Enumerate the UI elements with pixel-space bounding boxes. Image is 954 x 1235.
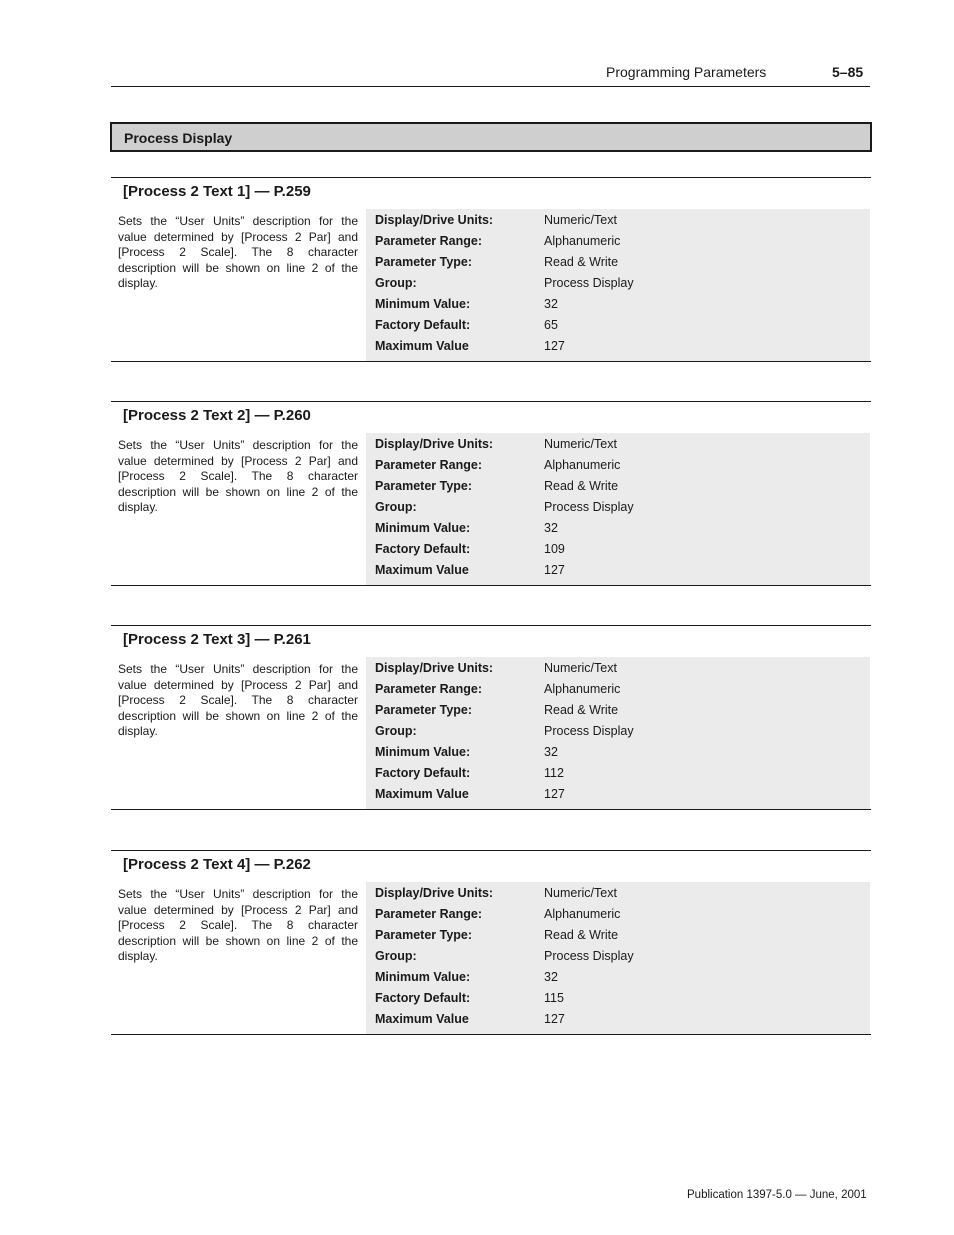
spec-label: Minimum Value:: [375, 745, 471, 759]
parameter-title: [Process 2 Text 1] — P.259: [123, 183, 311, 200]
spec-value: Read & Write: [544, 255, 619, 269]
spec-value: Numeric/Text: [544, 437, 617, 451]
parameter-block: [111, 177, 871, 363]
parameter-specs: [366, 657, 870, 809]
spec-value: Read & Write: [544, 703, 619, 717]
parameter-top-rule: [111, 850, 871, 851]
spec-value: Read & Write: [544, 479, 619, 493]
spec-value: 65: [544, 318, 558, 332]
parameter-top-rule: [111, 401, 871, 402]
parameter-description: Sets the “User Units” description for the value determined by [Process 2 Par] and [Process 2 Scale]. The 8 character description will be shown on line 2 of the display.: [118, 887, 358, 964]
spec-label: Minimum Value:: [375, 521, 471, 535]
spec-label: Parameter Type:: [375, 479, 473, 493]
spec-value: 112: [544, 766, 564, 780]
parameter-block: [111, 401, 871, 587]
parameter-block: [111, 850, 871, 1036]
spec-label: Factory Default:: [375, 318, 471, 332]
spec-label: Parameter Range:: [375, 234, 482, 248]
spec-value: 32: [544, 745, 558, 759]
spec-value: 127: [544, 339, 565, 353]
spec-label: Display/Drive Units:: [375, 213, 494, 227]
page-number: 5–85: [832, 64, 864, 80]
spec-label: Minimum Value:: [375, 970, 471, 984]
parameter-bottom-rule: [111, 809, 871, 810]
spec-value: Process Display: [544, 949, 634, 963]
spec-label: Factory Default:: [375, 991, 471, 1005]
spec-value: Alphanumeric: [544, 682, 621, 696]
parameter-bottom-rule: [111, 361, 871, 362]
spec-label: Group:: [375, 724, 417, 738]
spec-value: Read & Write: [544, 928, 619, 942]
spec-label: Maximum Value: [375, 787, 469, 801]
parameter-description: Sets the “User Units” description for the value determined by [Process 2 Par] and [Process 2 Scale]. The 8 character description will be shown on line 2 of the display.: [118, 438, 358, 515]
spec-value: 127: [544, 1012, 565, 1026]
parameter-bottom-rule: [111, 585, 871, 586]
spec-label: Factory Default:: [375, 542, 471, 556]
spec-value: Numeric/Text: [544, 886, 617, 900]
spec-label: Parameter Type:: [375, 255, 473, 269]
spec-value: Process Display: [544, 500, 634, 514]
spec-label: Display/Drive Units:: [375, 437, 494, 451]
parameter-block: [111, 625, 871, 811]
section-title: Process Display: [124, 130, 233, 146]
parameter-description: Sets the “User Units” description for the value determined by [Process 2 Par] and [Process 2 Scale]. The 8 character description will be shown on line 2 of the display.: [118, 662, 358, 739]
parameter-specs: [366, 433, 870, 585]
spec-label: Parameter Type:: [375, 703, 473, 717]
parameter-title: [Process 2 Text 2] — P.260: [123, 407, 311, 424]
section-bar: [110, 122, 872, 152]
spec-value: 127: [544, 787, 565, 801]
parameter-description: Sets the “User Units” description for the value determined by [Process 2 Par] and [Process 2 Scale]. The 8 character description will be shown on line 2 of the display.: [118, 214, 358, 291]
parameter-specs: [366, 882, 870, 1034]
parameter-title: [Process 2 Text 4] — P.262: [123, 856, 311, 873]
spec-label: Group:: [375, 276, 417, 290]
spec-label: Display/Drive Units:: [375, 886, 494, 900]
publication-footer: Publication 1397-5.0 — June, 2001: [687, 1189, 867, 1201]
spec-value: Process Display: [544, 724, 634, 738]
header-rule: [111, 86, 870, 87]
spec-value: Alphanumeric: [544, 234, 621, 248]
spec-value: Numeric/Text: [544, 213, 617, 227]
spec-label: Maximum Value: [375, 563, 469, 577]
spec-value: Alphanumeric: [544, 907, 621, 921]
parameter-bottom-rule: [111, 1034, 871, 1035]
header-title: Programming Parameters: [606, 64, 767, 80]
spec-value: 115: [544, 991, 564, 1005]
spec-value: 32: [544, 297, 558, 311]
spec-label: Parameter Range:: [375, 907, 482, 921]
spec-label: Maximum Value: [375, 1012, 469, 1026]
spec-value: 32: [544, 521, 558, 535]
parameter-top-rule: [111, 625, 871, 626]
spec-label: Parameter Range:: [375, 682, 482, 696]
parameter-title: [Process 2 Text 3] — P.261: [123, 631, 311, 648]
spec-label: Group:: [375, 500, 417, 514]
spec-label: Minimum Value:: [375, 297, 471, 311]
spec-value: 127: [544, 563, 565, 577]
spec-label: Maximum Value: [375, 339, 469, 353]
spec-value: Alphanumeric: [544, 458, 621, 472]
spec-label: Parameter Range:: [375, 458, 482, 472]
spec-value: Numeric/Text: [544, 661, 617, 675]
spec-label: Display/Drive Units:: [375, 661, 494, 675]
parameter-top-rule: [111, 177, 871, 178]
spec-label: Parameter Type:: [375, 928, 473, 942]
spec-value: Process Display: [544, 276, 634, 290]
spec-label: Group:: [375, 949, 417, 963]
spec-value: 109: [544, 542, 565, 556]
spec-value: 32: [544, 970, 558, 984]
spec-label: Factory Default:: [375, 766, 471, 780]
parameter-specs: [366, 209, 870, 361]
